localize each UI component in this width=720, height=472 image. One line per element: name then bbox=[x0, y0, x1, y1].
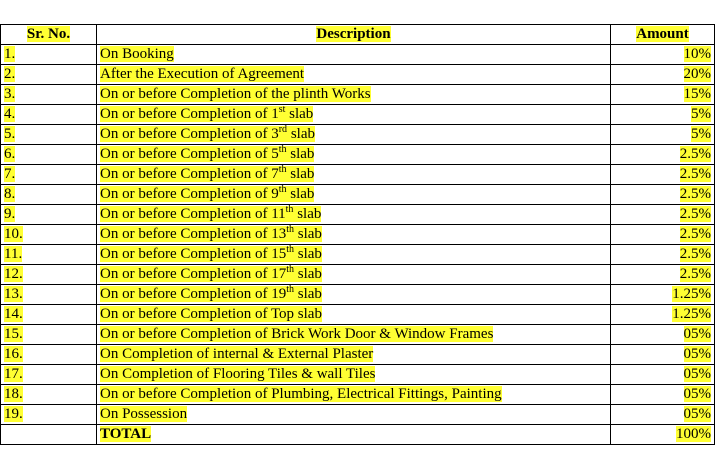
description bbox=[100, 286, 322, 302]
description-cell bbox=[97, 385, 611, 405]
description-text: On or before Completion of 17 bbox=[100, 266, 287, 282]
sr-no-cell bbox=[1, 105, 97, 125]
description-suffix: slab bbox=[294, 266, 322, 282]
description-text: On Possession bbox=[100, 406, 188, 422]
amount: 05% bbox=[683, 386, 711, 402]
description-text: On or before Completion of 5 bbox=[100, 146, 279, 162]
table-row bbox=[1, 125, 715, 145]
table-row bbox=[1, 385, 715, 405]
header-amount: Amount bbox=[611, 25, 715, 45]
sr-no: 9. bbox=[4, 206, 16, 222]
description bbox=[100, 266, 322, 282]
description-cell bbox=[97, 225, 611, 245]
amount: 2.5% bbox=[679, 146, 711, 162]
sr-no: 5. bbox=[4, 126, 16, 142]
header-description: Description bbox=[97, 25, 611, 45]
sr-no-cell bbox=[1, 165, 97, 185]
payment-schedule-table bbox=[0, 24, 715, 445]
amount: 05% bbox=[683, 366, 711, 382]
description bbox=[100, 146, 314, 162]
description-suffix: slab bbox=[293, 206, 322, 222]
description bbox=[100, 346, 373, 362]
sr-no: 3. bbox=[4, 86, 16, 102]
amount-cell bbox=[611, 65, 715, 85]
sr-no: 14. bbox=[4, 306, 23, 322]
description bbox=[100, 326, 493, 342]
description-cell bbox=[97, 145, 611, 165]
amount-cell bbox=[611, 145, 715, 165]
description bbox=[100, 226, 322, 242]
description-cell bbox=[97, 65, 611, 85]
ordinal-suffix: th bbox=[278, 184, 287, 195]
amount-cell bbox=[611, 245, 715, 265]
sr-no-cell bbox=[1, 385, 97, 405]
sr-no: 12. bbox=[4, 266, 23, 282]
amount: 2.5% bbox=[679, 166, 711, 182]
amount-cell bbox=[611, 345, 715, 365]
description-text: On or before Completion of Brick Work Door & Window Frames bbox=[100, 326, 494, 342]
description bbox=[100, 126, 315, 142]
sr-no-cell bbox=[1, 265, 97, 285]
table-row bbox=[1, 105, 715, 125]
sr-no-cell bbox=[1, 185, 97, 205]
sr-no-cell bbox=[1, 205, 97, 225]
sr-no-cell bbox=[1, 85, 97, 105]
sr-no-cell bbox=[1, 405, 97, 425]
description-cell bbox=[97, 325, 611, 345]
sr-no: 19. bbox=[4, 406, 23, 422]
sr-no-cell bbox=[1, 345, 97, 365]
table-row bbox=[1, 325, 715, 345]
description-cell bbox=[97, 45, 611, 65]
sr-no: 11. bbox=[4, 246, 23, 262]
payment-schedule bbox=[0, 24, 715, 445]
description-suffix: slab bbox=[286, 166, 315, 182]
amount: 1.25% bbox=[672, 286, 711, 302]
description-suffix: slab bbox=[287, 126, 315, 142]
description bbox=[100, 306, 322, 322]
description-cell bbox=[97, 245, 611, 265]
description-suffix: slab bbox=[286, 186, 315, 202]
table-row bbox=[1, 165, 715, 185]
amount-cell bbox=[611, 385, 715, 405]
sr-no: 6. bbox=[4, 146, 16, 162]
amount-cell bbox=[611, 105, 715, 125]
amount-cell bbox=[611, 225, 715, 245]
amount: 20% bbox=[683, 66, 711, 82]
description-cell bbox=[97, 265, 611, 285]
description-text: On or before Completion of 15 bbox=[100, 246, 287, 262]
description-text: On Completion of internal & External Plaster bbox=[100, 346, 374, 362]
description-cell bbox=[97, 185, 611, 205]
description bbox=[100, 206, 321, 222]
amount-cell bbox=[611, 405, 715, 425]
description bbox=[100, 66, 304, 82]
sr-no: 1. bbox=[4, 46, 16, 62]
header-row bbox=[1, 25, 715, 45]
description-cell bbox=[97, 85, 611, 105]
description-text: On or before Completion of 9 bbox=[100, 186, 279, 202]
sr-no-cell bbox=[1, 45, 97, 65]
description-suffix: slab bbox=[294, 246, 322, 262]
sr-no: 13. bbox=[4, 286, 23, 302]
amount-cell bbox=[611, 365, 715, 385]
description-text: On or before Completion of 13 bbox=[100, 226, 287, 242]
description bbox=[100, 246, 322, 262]
table-row bbox=[1, 45, 715, 65]
description-text: After the Execution of Agreement bbox=[100, 66, 305, 82]
total-label-cell bbox=[97, 425, 611, 445]
amount-cell bbox=[611, 285, 715, 305]
description-suffix: slab bbox=[286, 146, 315, 162]
description bbox=[100, 406, 187, 422]
amount-cell bbox=[611, 45, 715, 65]
amount: 2.5% bbox=[679, 266, 711, 282]
sr-no-cell bbox=[1, 125, 97, 145]
amount: 05% bbox=[683, 406, 711, 422]
description-text: On or before Completion of 19 bbox=[100, 286, 287, 302]
table-row bbox=[1, 365, 715, 385]
description-cell bbox=[97, 125, 611, 145]
description bbox=[100, 166, 314, 182]
table-row bbox=[1, 245, 715, 265]
table-row bbox=[1, 405, 715, 425]
total-amount: 100% bbox=[676, 426, 711, 442]
amount: 05% bbox=[683, 346, 711, 362]
amount-cell bbox=[611, 205, 715, 225]
sr-no: 15. bbox=[4, 326, 23, 342]
table-row bbox=[1, 225, 715, 245]
sr-no: 17. bbox=[4, 366, 23, 382]
description-cell bbox=[97, 365, 611, 385]
amount-cell bbox=[611, 185, 715, 205]
description bbox=[100, 86, 371, 102]
table-row bbox=[1, 305, 715, 325]
ordinal-suffix: rd bbox=[278, 124, 288, 135]
description-text: On or before Completion of 3 bbox=[100, 126, 279, 142]
description-text: On or before Completion of 7 bbox=[100, 166, 279, 182]
header-sr-no: Sr. No. bbox=[1, 25, 97, 45]
ordinal-suffix: th bbox=[278, 164, 287, 175]
table-row bbox=[1, 185, 715, 205]
sr-no-cell bbox=[1, 245, 97, 265]
description-cell bbox=[97, 305, 611, 325]
sr-no-cell bbox=[1, 325, 97, 345]
sr-no: 4. bbox=[4, 106, 16, 122]
total-sr-cell bbox=[1, 425, 97, 445]
description-suffix: slab bbox=[285, 106, 314, 122]
description-text: On Completion of Flooring Tiles & wall Tiles bbox=[100, 366, 376, 382]
description-suffix: slab bbox=[294, 226, 322, 242]
ordinal-suffix: th bbox=[286, 224, 294, 235]
sr-no: 18. bbox=[4, 386, 23, 402]
amount: 15% bbox=[683, 86, 711, 102]
amount: 5% bbox=[691, 106, 711, 122]
description-cell bbox=[97, 285, 611, 305]
amount-cell bbox=[611, 305, 715, 325]
description-suffix: slab bbox=[294, 286, 322, 302]
description-cell bbox=[97, 345, 611, 365]
total-row bbox=[1, 425, 715, 445]
table-row bbox=[1, 345, 715, 365]
sr-no: 2. bbox=[4, 66, 16, 82]
ordinal-suffix: th bbox=[278, 144, 287, 155]
ordinal-suffix: th bbox=[285, 204, 294, 215]
description-cell bbox=[97, 205, 611, 225]
amount: 05% bbox=[683, 326, 711, 342]
ordinal-suffix: st bbox=[278, 104, 286, 115]
amount: 2.5% bbox=[679, 246, 711, 262]
sr-no: 16. bbox=[4, 346, 23, 362]
sr-no: 8. bbox=[4, 186, 16, 202]
description-text: On or before Completion of Top slab bbox=[100, 306, 322, 322]
description-text: On Booking bbox=[100, 46, 174, 62]
table-row bbox=[1, 65, 715, 85]
amount-cell bbox=[611, 325, 715, 345]
total-label: TOTAL bbox=[100, 426, 152, 442]
table-row bbox=[1, 85, 715, 105]
description bbox=[100, 106, 313, 122]
description-text: On or before Completion of the plinth Works bbox=[100, 86, 371, 102]
amount: 2.5% bbox=[679, 186, 711, 202]
amount: 5% bbox=[691, 126, 711, 142]
sr-no-cell bbox=[1, 365, 97, 385]
ordinal-suffix: th bbox=[286, 244, 294, 255]
sr-no: 10. bbox=[4, 226, 23, 242]
amount-cell bbox=[611, 165, 715, 185]
sr-no-cell bbox=[1, 305, 97, 325]
description bbox=[100, 386, 502, 402]
table-row bbox=[1, 145, 715, 165]
description bbox=[100, 366, 375, 382]
amount-cell bbox=[611, 85, 715, 105]
description-text: On or before Completion of 1 bbox=[100, 106, 279, 122]
table-row bbox=[1, 265, 715, 285]
amount: 2.5% bbox=[679, 206, 711, 222]
table-row bbox=[1, 205, 715, 225]
amount-cell bbox=[611, 265, 715, 285]
amount-cell bbox=[611, 125, 715, 145]
sr-no-cell bbox=[1, 285, 97, 305]
amount: 10% bbox=[683, 46, 711, 62]
description-text: On or before Completion of 11 bbox=[100, 206, 286, 222]
sr-no-cell bbox=[1, 145, 97, 165]
description-cell bbox=[97, 165, 611, 185]
description-cell bbox=[97, 105, 611, 125]
amount: 1.25% bbox=[672, 306, 711, 322]
sr-no: 7. bbox=[4, 166, 16, 182]
description-text: On or before Completion of Plumbing, Electrical Fittings, Painting bbox=[100, 386, 502, 402]
amount: 2.5% bbox=[679, 226, 711, 242]
sr-no-cell bbox=[1, 65, 97, 85]
ordinal-suffix: th bbox=[286, 284, 294, 295]
description-cell bbox=[97, 405, 611, 425]
description bbox=[100, 46, 174, 62]
table-row bbox=[1, 285, 715, 305]
ordinal-suffix: th bbox=[286, 264, 294, 275]
total-amount-cell bbox=[611, 425, 715, 445]
description bbox=[100, 186, 314, 202]
sr-no-cell bbox=[1, 225, 97, 245]
